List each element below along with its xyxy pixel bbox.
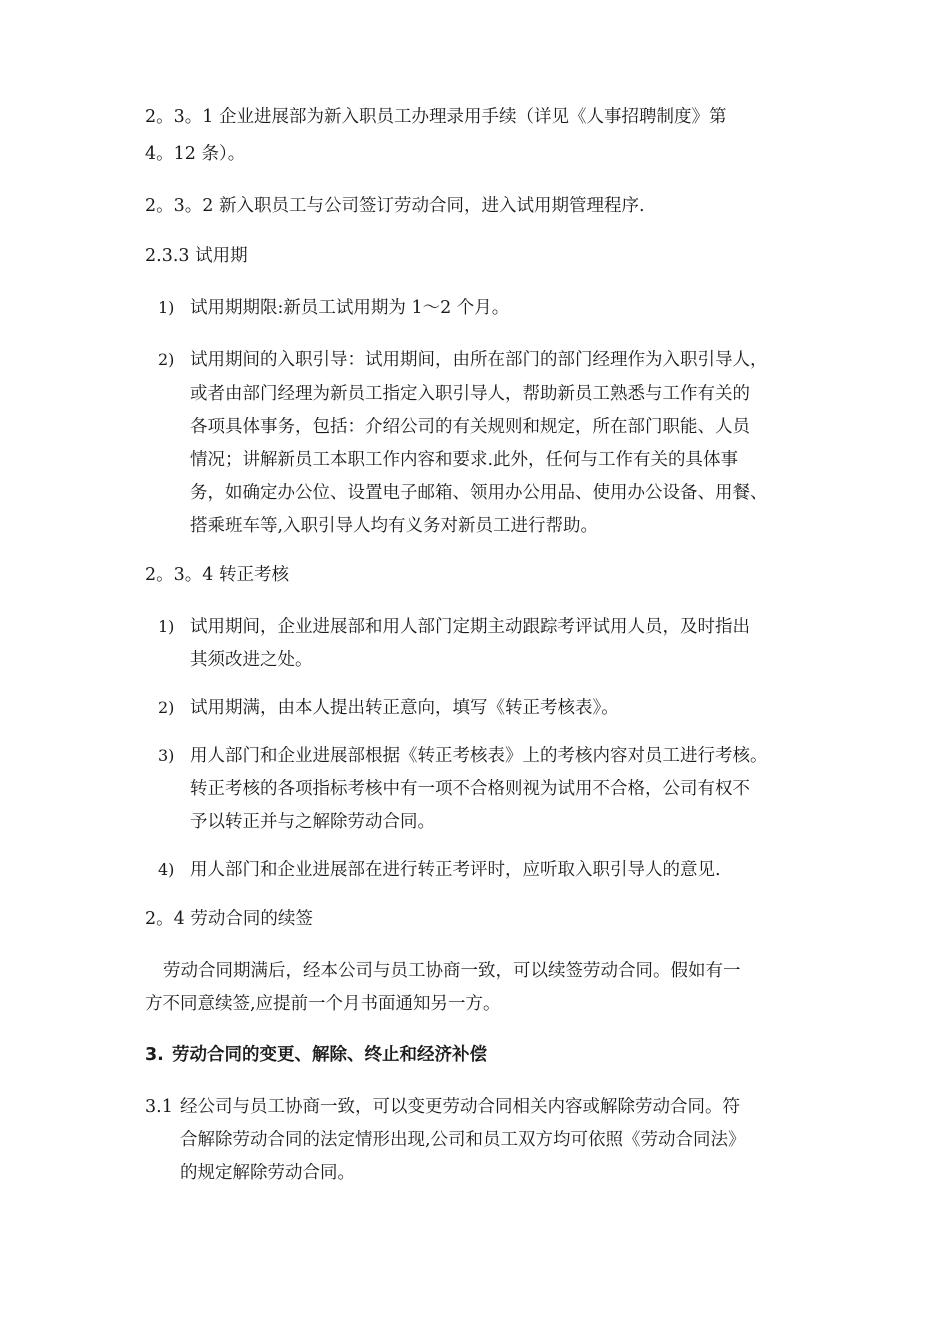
list-item-text: 务，如确定办公位、设置电子邮箱、领用办公用品、使用办公设备、用餐、 xyxy=(190,483,768,503)
list-item-text: 用人部门和企业进展部根据《转正考核表》上的考核内容对员工进行考核。 xyxy=(190,746,768,766)
list-number: 2) xyxy=(158,698,175,717)
list-number: 1) xyxy=(158,617,175,636)
list-item-text: 其须改进之处。 xyxy=(190,650,313,670)
section-3-number: 3. xyxy=(145,1045,164,1065)
clause-2-3-1-line-1: 2。3。1 企业进展部为新入职员工办理录用手续（详见《人事招聘制度》第 xyxy=(145,107,727,127)
list-item-text: 试用期间的入职引导：试用期间，由所在部门的部门经理作为入职引导人， xyxy=(190,350,768,370)
list-item-text: 试用期满，由本人提出转正意向，填写《转正考核表》。 xyxy=(190,698,619,718)
clause-2-3-1-line-2: 4。12 条）。 xyxy=(145,144,246,164)
list-item-text: 或者由部门经理为新员工指定入职引导人，帮助新员工熟悉与工作有关的 xyxy=(190,384,750,404)
list-item-text: 试用期间，企业进展部和用人部门定期主动跟踪考评试用人员，及时指出 xyxy=(190,617,750,637)
section-3-heading: 劳动合同的变更、解除、终止和经济补偿 xyxy=(172,1045,487,1065)
list-item-text: 情况；讲解新员工本职工作内容和要求.此外，任何与工作有关的具体事 xyxy=(190,450,739,470)
clause-3-1-line: 经公司与员工协商一致，可以变更劳动合同相关内容或解除劳动合同。符 xyxy=(180,1097,740,1117)
paragraph-2-4-line-1: 劳动合同期满后，经本公司与员工协商一致，可以续签劳动合同。假如有一 xyxy=(163,961,741,981)
clause-3-1-number: 3.1 xyxy=(145,1097,173,1117)
clause-3-1-line: 合解除劳动合同的法定情形出现,公司和员工双方均可依照《劳动合同法》 xyxy=(180,1130,746,1150)
list-item-text: 各项具体事务，包括：介绍公司的有关规则和规定，所在部门职能、人员 xyxy=(190,417,750,437)
list-item-text: 搭乘班车等,入职引导人均有义务对新员工进行帮助。 xyxy=(190,516,599,536)
paragraph-2-4-line-2: 方不同意续签,应提前一个月书面通知另一方。 xyxy=(145,994,501,1014)
list-item-text: 用人部门和企业进展部在进行转正考评时，应听取入职引导人的意见. xyxy=(190,860,721,880)
clause-2-3-2: 2。3。2 新入职员工与公司签订劳动合同，进入试用期管理程序. xyxy=(145,196,645,216)
list-number: 3) xyxy=(158,746,175,765)
list-item-text: 予以转正并与之解除劳动合同。 xyxy=(190,812,435,832)
list-item-text: 试用期期限:新员工试用期为 1～2 个月。 xyxy=(190,298,510,318)
heading-2-3-4: 2。3。4 转正考核 xyxy=(145,565,289,585)
list-number: 1) xyxy=(158,298,175,317)
clause-3-1-line: 的规定解除劳动合同。 xyxy=(180,1163,355,1183)
heading-2-3-3: 2.3.3 试用期 xyxy=(145,246,248,266)
heading-2-4: 2。4 劳动合同的续签 xyxy=(145,909,313,929)
list-number: 2) xyxy=(158,350,175,369)
list-number: 4) xyxy=(158,860,175,879)
list-item-text: 转正考核的各项指标考核中有一项不合格则视为试用不合格，公司有权不 xyxy=(190,779,750,799)
